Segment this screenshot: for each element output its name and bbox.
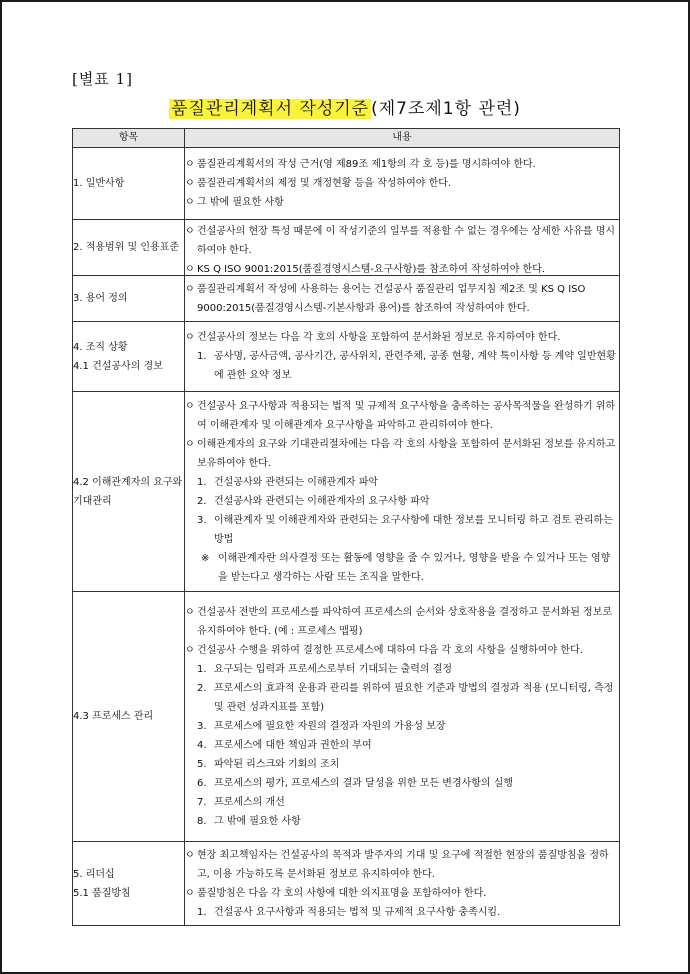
- category-line: 5. 리더십: [73, 868, 115, 880]
- item-marker: 2.: [197, 682, 207, 694]
- row-content: [185, 392, 620, 592]
- item-marker: 3.: [197, 514, 207, 526]
- item-marker: 4.: [197, 739, 207, 751]
- item-marker: 1.: [197, 476, 207, 488]
- table-row: [73, 392, 620, 592]
- item-text: 품질관리계획서의 제정 및 개정현황 등을 작성하여야 한다.: [197, 178, 452, 189]
- item-marker: ㅇ: [185, 178, 195, 189]
- item-text: 건설공사 요구사항과 적용되는 법적 및 규제적 요구사항 충족시킴.: [214, 906, 501, 918]
- bullet-item: [185, 328, 619, 347]
- item-marker: ㅇ: [185, 400, 195, 412]
- row-content: [185, 276, 620, 322]
- row-content: [185, 322, 620, 392]
- table-row: [73, 842, 620, 926]
- numbered-item: [185, 774, 619, 793]
- item-marker: 1.: [197, 906, 207, 918]
- item-text: 이해관계자 및 이해관계자와 관련되는 요구사항에 대한 정보를 모니터링 하고 검토 관리하는 방법: [214, 514, 613, 545]
- item-text: 프로세스에 대한 책임과 권한의 부여: [214, 739, 372, 751]
- item-text: 건설공사 수행을 위하여 결정한 프로세스에 대하여 다음 각 호의 사항을 실행하여야 한다.: [197, 644, 583, 656]
- note-item: [185, 549, 619, 587]
- row-category: [73, 220, 185, 276]
- row-category: [73, 322, 185, 392]
- item-text: 품질방침은 다음 각 호의 사항에 대한 의지표명을 포함하여야 한다.: [197, 887, 487, 899]
- item-marker: ㅇ: [185, 159, 195, 170]
- item-text: 품질관리계획서의 작성 근거(영 제89조 제1항의 각 호 등)를 명시하여야 한다.: [197, 159, 536, 170]
- item-marker: ㅇ: [185, 438, 195, 450]
- numbered-item: [185, 903, 619, 922]
- category-line: 4.3 프로세스 관리: [73, 711, 154, 722]
- row-content: [185, 148, 620, 220]
- table-header-row: [73, 129, 620, 148]
- bullet-item: [185, 641, 619, 660]
- bullet-item: [185, 435, 619, 473]
- criteria-table: [72, 128, 620, 926]
- category-line: 4.1 건설공사의 경보: [73, 360, 163, 372]
- bullet-item: [185, 884, 619, 903]
- table-row: [73, 220, 620, 276]
- bullet-item: [185, 846, 619, 884]
- item-text: 프로세스의 효과적 운용과 관리를 위하여 필요한 기준과 방법의 결정과 적용 (모니터링, 측정 및 관련 성과지표를 포함): [214, 682, 614, 713]
- numbered-item: [185, 473, 619, 492]
- bullet-item: [185, 397, 619, 435]
- item-text: 건설공사의 정보는 다음 각 호의 사항을 포함하여 문서화된 정보로 유지하여야 한다.: [197, 332, 561, 343]
- title-highlighted: 품질관리계획서 작성기준: [171, 99, 370, 119]
- numbered-item: [185, 793, 619, 812]
- table-row: [73, 592, 620, 842]
- bullet-item: [185, 280, 619, 318]
- row-category: [73, 276, 185, 322]
- item-text: 요구되는 입력과 프로세스로부터 기대되는 출력의 결정: [214, 663, 453, 675]
- row-category: [73, 592, 185, 842]
- bullet-item: [185, 222, 619, 260]
- item-marker: 2.: [197, 495, 207, 507]
- item-marker: 1.: [197, 351, 207, 362]
- numbered-item: [185, 812, 619, 831]
- bullet-item: [185, 193, 619, 212]
- row-category: [73, 392, 185, 592]
- item-text: 건설공사와 관련되는 이해관계자 파악: [214, 476, 379, 488]
- item-text: 이해관계자의 요구와 기대관리절차에는 다음 각 호의 사항을 포함하여 문서화된 정보를 유지하고 보유하여야 한다.: [197, 438, 616, 469]
- row-content: [185, 592, 620, 842]
- numbered-item: [185, 347, 619, 385]
- numbered-item: [185, 755, 619, 774]
- category-line: 4.2 이해관계자의 요구와 기대관리: [73, 476, 183, 507]
- item-marker: ㅇ: [185, 197, 195, 208]
- bullet-item: [185, 155, 619, 174]
- category-line: 4. 조직 상황: [73, 341, 128, 353]
- item-marker: ㅇ: [185, 849, 195, 861]
- item-text: 프로세스의 개선: [214, 796, 285, 808]
- item-marker: ※: [201, 552, 210, 564]
- title-rest: (제7조제1항 관련): [371, 99, 521, 119]
- item-marker: ㅇ: [185, 225, 195, 237]
- item-text: 건설공사 전반의 프로세스를 파악하여 프로세스의 순서와 상호작용을 결정하고 문서화된 정보로 유지하여야 한다. (예 : 프로세스 맵핑): [197, 606, 613, 637]
- item-text: 프로세스에 필요한 자원의 결정과 자원의 가용성 보장: [214, 720, 446, 732]
- item-marker: 7.: [197, 796, 207, 808]
- item-text: 품질관리계획서 작성에 사용하는 용어는 건설공사 품질관리 업무지침 제2조 및 KS Q ISO 9000:2015(품질경영시스템-기본사항과 용어)를 참조하여 작성하여야 한다.: [197, 283, 586, 314]
- row-category: [73, 148, 185, 220]
- item-marker: 8.: [197, 815, 207, 827]
- item-text: 건설공사 요구사항과 적용되는 법적 및 규제적 요구사항을 충족하는 공사목적물을 완성하기 위하여 이해관계자 및 이해관계자 요구사항을 파악하고 관리하여야 한다.: [197, 400, 616, 431]
- numbered-item: [185, 511, 619, 549]
- numbered-item: [185, 717, 619, 736]
- item-text: 그 밖에 필요한 사항: [197, 197, 284, 208]
- item-text: 건설공사의 현장 특성 때문에 이 작성기준의 일부를 적용할 수 없는 경우에는 상세한 사유를 명시하여야 한다.: [197, 225, 616, 256]
- numbered-item: [185, 660, 619, 679]
- item-text: KS Q ISO 9001:2015(품질경영시스템-요구사항)를 참조하여 작성하여야 한다.: [197, 263, 546, 274]
- item-marker: ㅇ: [185, 263, 195, 274]
- bullet-item: [185, 603, 619, 641]
- table-row: [73, 148, 620, 220]
- item-marker: ㅇ: [185, 644, 195, 656]
- header-content: 내용: [185, 129, 620, 148]
- item-text: 건설공사와 관련되는 이해관계자의 요구사항 파악: [214, 495, 430, 507]
- item-text: 이해관계자란 의사결정 또는 활동에 영향을 줄 수 있거나, 영향을 받을 수 있거나 또는 영향을 받는다고 생각하는 사람 또는 조직을 말한다.: [218, 552, 611, 583]
- table-row: [73, 322, 620, 392]
- document-title: [2, 94, 688, 119]
- row-content: [185, 220, 620, 276]
- annex-label: [별표 1]: [72, 70, 133, 88]
- item-text: 공사명, 공사금액, 공사기간, 공사위치, 관련주체, 공종 현황, 계약 특이사항 등 계약 일반현황에 관한 요약 정보: [214, 351, 616, 381]
- category-line: 2. 적용범위 및 인용표준: [73, 242, 180, 253]
- item-marker: 5.: [197, 758, 207, 770]
- category-line: 3. 용어 정의: [73, 293, 128, 304]
- item-marker: ㅇ: [185, 887, 195, 899]
- item-marker: ㅇ: [185, 283, 195, 295]
- item-marker: ㅇ: [185, 332, 195, 343]
- item-marker: 1.: [197, 663, 207, 675]
- category-line: 5.1 품질방침: [73, 887, 131, 899]
- numbered-item: [185, 736, 619, 755]
- item-marker: ㅇ: [185, 606, 195, 618]
- item-text: 파악된 리스크와 기회의 조치: [214, 758, 340, 770]
- bullet-item: [185, 260, 619, 274]
- item-marker: 6.: [197, 777, 207, 789]
- item-text: 현장 최고책임자는 건설공사의 목적과 발주자의 기대 및 요구에 적절한 현장의 품질방침을 정하고, 이용 가능하도록 문서화된 정보로 유지하여야 한다.: [197, 849, 609, 880]
- row-content: [185, 842, 620, 926]
- numbered-item: [185, 492, 619, 511]
- row-category: [73, 842, 185, 926]
- header-item: 항목: [73, 129, 185, 148]
- bullet-item: [185, 174, 619, 193]
- table-row: [73, 276, 620, 322]
- item-text: 프로세스의 평가, 프로세스의 결과 달성을 위한 모든 변경사항의 실행: [214, 777, 514, 789]
- numbered-item: [185, 679, 619, 717]
- item-marker: 3.: [197, 720, 207, 732]
- category-line: 1. 일반사항: [73, 178, 125, 189]
- item-text: 그 밖에 필요한 사항: [214, 815, 301, 827]
